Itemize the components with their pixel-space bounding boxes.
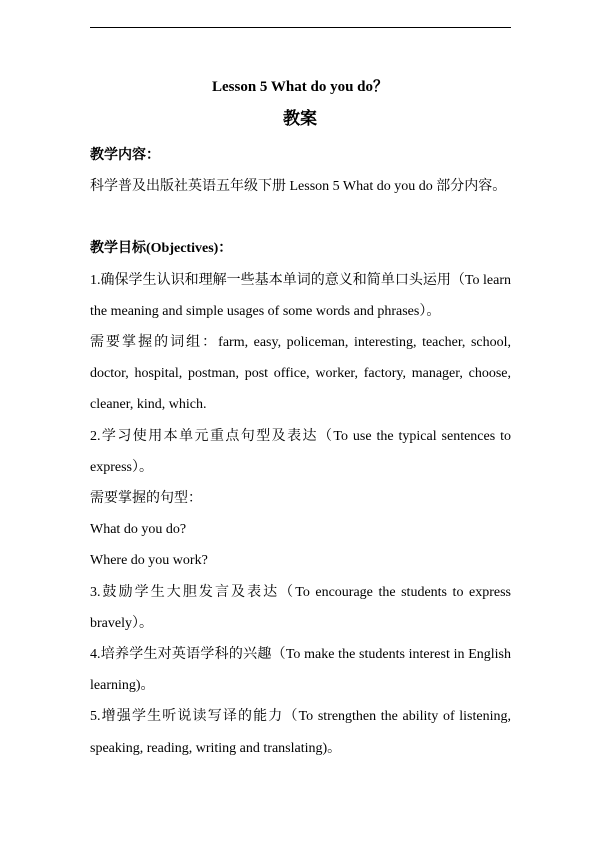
document-body <box>90 140 511 764</box>
content-heading: 教学内容： <box>90 148 160 163</box>
objective-item-5: 5.增强学生听说读写译的能力（To strengthen the ability of listening, speaking, reading, writing and translating)。 <box>90 709 511 756</box>
objective-item-4: 4.培养学生对英语学科的兴趣（To make the students interest in English learning)。 <box>90 647 511 694</box>
sentence-pattern-1: What do you do? <box>90 522 187 538</box>
paragraph-gap <box>90 202 511 233</box>
header-rule <box>90 27 511 28</box>
objective-item-3: 3.鼓励学生大胆发言及表达（To encourage the students to express bravely）。 <box>90 584 511 631</box>
objective-item-1: 1.确保学生认识和理解一些基本单词的意义和简单口头运用（To learn the meaning and simple usages of some words and phrases）。 <box>90 272 511 319</box>
sentence-pattern-2: Where do you work? <box>90 553 208 569</box>
objective-item-2: 2.学习使用本单元重点句型及表达（To use the typical sentences to express）。 <box>90 428 511 475</box>
vocabulary-list: 需要掌握的词组：farm, easy, policeman, interesting, teacher, school, doctor, hospital, postman, post office, worker, factory, manager, choose, cleaner, kind, which. <box>90 335 511 413</box>
sentences-label: 需要掌握的句型： <box>90 491 202 507</box>
objectives-heading: 教学目标(Objectives)： <box>90 241 233 257</box>
document-title: Lesson 5 What do you do？ <box>211 79 389 95</box>
document-subtitle: 教案 <box>283 109 317 128</box>
content-text: 科学普及出版社英语五年级下册 Lesson 5 What do you do 部分内容。 <box>90 179 507 195</box>
